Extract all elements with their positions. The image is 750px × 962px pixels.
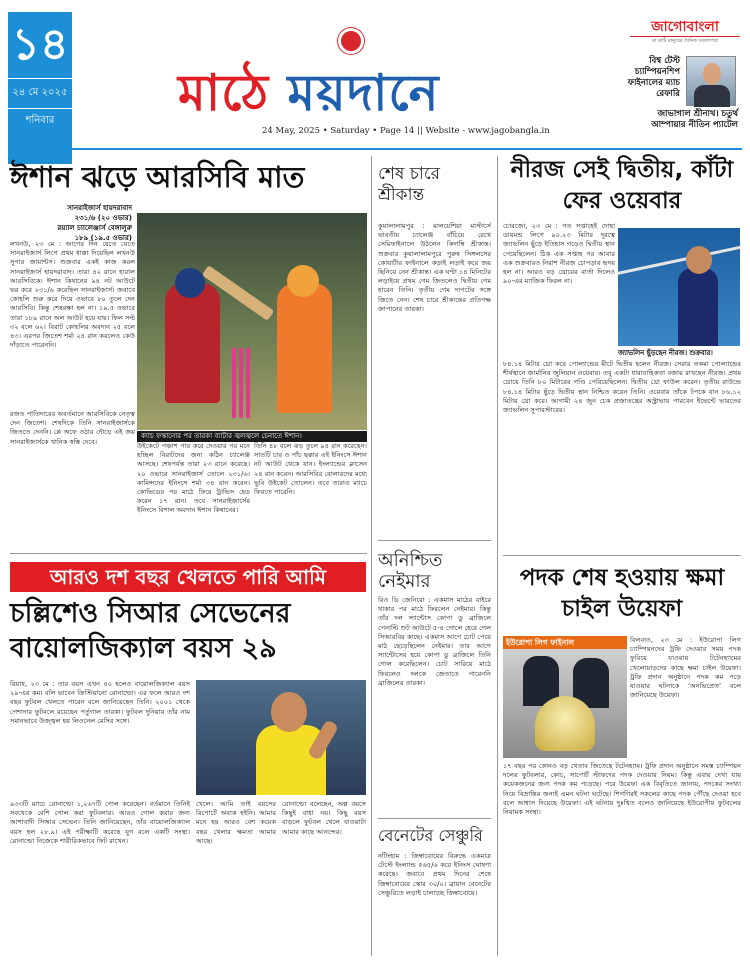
story1-body: তিনি ৪৮ বলে ঝড় তুলে ৯৪ রান করেছেন। সাতটি চার ও পাঁচ ছক্কার এই ইনিংসে ঈশান নট আউট থেকে যান। ইংল্যান্ডের ক্লাসেন ২৪ রান করেন। আরসিবির বোলারদের মধ্যে ভুবি উইকেট তোলেন। তবে তারাও ম্যাচে ফিরতে পারেনি।	[254, 442, 367, 497]
masthead	[178, 28, 578, 128]
page-number-box	[8, 12, 72, 164]
story1-caption: ক্যাচ ফস্কানোর পর তারকা ব্যাটার জ্বলজ্বলে চেনাতে ঈশান।	[137, 431, 367, 442]
stumps-icon	[232, 348, 250, 418]
story3-headline	[378, 164, 498, 206]
athlete-head	[686, 246, 712, 274]
story-divider	[10, 553, 367, 554]
story3-body: কুয়ালালামপুর : মালয়েশিয়া মাস্টার্সে ভারতীয় চ্যালেঞ্জ বাঁচিয়ে রেখে সেমিফাইনালে উঠলেন কিদাম্বি শ্রীকান্ত। শুক্রবার কুয়ালালামপুরে পুরুষ সিঙ্গলসের কোয়ার্টার ফাইনালে কড়াই লড়াই করে জয় ছিনিয়ে নেন শ্রীকান্ত। এক ঘণ্টা ১৪ মিনিটের লড়াইয়ে প্রথম গেম জিতলেও দ্বিতীয় গেম হারেন তিনি। তৃতীয় গেম দাপটের সঙ্গে জিতে নেন। শেষ চারে শ্রীকান্তের প্রতিপক্ষ জাপানের তারকা।	[378, 222, 491, 313]
story2-body: রোনাল্ডো বলেছেন, অল্প বয়সে কিছুই বাধা নয়। কিছু বয়স বাড়লে ফুটবল খেলে যাওয়াটা আমার কাছে আনন্দের।	[282, 800, 366, 836]
header-rule	[8, 148, 742, 150]
promo-photo	[686, 56, 736, 106]
column-divider	[371, 156, 372, 956]
promo-line: চ্যাম্পিয়নশিপ	[634, 67, 680, 77]
score-line: ২৩১/৬ (২০ ওভার)	[74, 214, 132, 222]
promo-line: রেফারি	[656, 89, 680, 99]
promo-bottom	[590, 109, 738, 131]
masthead-word-b: ময়দানে	[287, 64, 440, 122]
athlete-figure	[678, 268, 718, 346]
batter-figure	[277, 283, 332, 413]
story2-body: খেলে। আমি তাই বয়সের রিপোর্টে অবাক হইনি। আমার মনে হয় আরও বেশ কয়েক বছর খেলার ক্ষমতা আমার আছে।	[196, 800, 276, 845]
issue-day: শনিবার	[8, 108, 72, 129]
score-line: ১৮৯ (১৯.৫ ওভার)	[74, 234, 132, 242]
javelin-icon	[618, 242, 740, 276]
story4-headline-line: অনিশ্চিত	[378, 550, 443, 571]
player-head	[271, 692, 307, 732]
story1-body: লখনউ, ২৩ মে : আগের দিন যেতে যেতে সানরাইজার্স লিগে প্রথম ধাক্কা দিয়েছিল লখনউ সুপার জায়ান্টস। শুক্রবার একই কাজ করল সানরাইজার্স হায়দরাবাদ। তারা ৪২ রানে হারাল আরসিবিকে। ঈশান কিষানের ৯৪ নট আউটে ভর করে ২৩১/৬ করেছিল সানরাইজার্স। জবাবে কোহলি শুরু করে দিয়ে ওভারে ৮০ তুলে দেন আরসিবি। কিন্তু শেষরক্ষা হল না। ১৯.৫ ওভারে তারা ১৮৯ রানে অল আউট হয়ে যায়। ফিল সল্ট ৩২ বলে ৬২। বিরাট কোহলির অবদান ২৫ বলে ৪৩। এরপর জিতেশ শর্মা ২৪ রান করলেও কেউ দাঁড়াতে পারেননি।	[10, 240, 135, 350]
story3-headline-line: শ্রীকান্ত	[378, 185, 425, 205]
story7-photo-band: ইউরোপা লিগ ফাইনাল	[503, 636, 627, 649]
story2-photo	[196, 680, 366, 795]
story7-body: ১৭ বছর পর কোনও বড় খেতাব জিতেছে টটেনহ্যাম। ট্রফি প্রদান অনুষ্ঠানে সমস্ত চ্যাম্পিয়ন দলের ফুটবলার, কোচ, সাপোর্ট স্টাফদের পদক দেওয়ার নিয়ম। কিন্তু এবার দেখা যায় কয়েকজনের জন্য পদক কম পড়েছে। পরে উয়েফা এক বিবৃতিতে জানায়, পদকের সংখ্যা নিয়ে বিভ্রান্তির জন্যই এমন ঘটনা ঘটেছে। শিগগিরই সকলের কাছে পদক পৌঁছে দেওয়া হবে বলে আশ্বাস দিয়েছে উয়েফা। এই ঘটনায় দুঃখিত বলেও জানিয়েছে ইউরোপীয় ফুটবলের নিয়ামক সংস্থা।	[503, 762, 741, 817]
story2-headline: চল্লিশেও সিআর সেভেনের বায়োলজিক্যাল বয়স ২৯	[10, 598, 291, 664]
masthead-word-a: মাঠে	[178, 64, 270, 122]
story6-headline: নীরজ সেই দ্বিতীয়, কাঁটা ফের ওয়েবার	[510, 157, 734, 214]
story1-photo	[137, 213, 367, 430]
brand-name: জাগোবাংলা	[651, 19, 719, 35]
promo-bottom-line: আম্পায়ার নীতিন প্যাটেল	[651, 120, 738, 130]
promo-bottom-line: জাভাগাল শ্রীনাথ। চতুর্থ	[657, 109, 738, 119]
promo-text	[600, 56, 680, 100]
story2-kicker: আরও দশ বছর খেলতে পারি আমি	[10, 562, 366, 592]
score-line: সানরাইজার্স হায়দরাবাদ	[67, 204, 132, 212]
story4-headline-line: নেইমার	[378, 571, 431, 592]
dateline: 24 May, 2025 • Saturday • Page 14 || Website - www.jagobangla.in	[262, 126, 550, 136]
story6-body: ৮৪.১৪ মিটার থ্রো করে পোল্যান্ডের মীটে দ্বিতীয় হলেন নীরজ। সেরার তকমা পোল্যান্ডের শীর্ষস্থানে জার্মানির জুলিয়ান ওয়েবার। তবু একটা ধারাবাহিকতা বজায় রাখছেন নীরজ। প্রথম থ্রোয়ে তিনি ৮০ মিটারের গণ্ডি পেরিয়েছিলেন। দ্বিতীয় থ্রো ফাউল করেন। তৃতীয় রাউন্ডে ৮৪.১৪ মিটার ছুঁড়ে দ্বিতীয় স্থান নিশ্চিত করেন তিনি। ওয়েবার তাঁকে টপকে যান ৮৬.১২ মিটার থ্রো করে। আগামী ২৪ জুন চেক প্রজাতন্ত্রের অস্ট্রাভায় পারবেন ইভেন্টে ভারতের জ্যাভলিন সুপারস্টারের।	[503, 360, 741, 415]
keeper-helmet	[175, 268, 205, 298]
story7-headline: পদক শেষ হওয়ায় ক্ষমা চাইল উয়েফা	[519, 565, 725, 622]
story5-headline: বেনেটের সেঞ্চুরি	[378, 826, 483, 845]
story3-headline-line: শেষ চারে	[378, 164, 441, 184]
issue-date: ২৪ মে ২০২৫	[12, 87, 68, 98]
story2-body: ৯৩৩টি ম্যাচে রোনাল্ডো ১,২৬৭টি গোল করেছেন। বর্তমানে তিনিই সবথেকে বেশি গোল করা ফুটবলার। আরও গোল করার জন্য আশাবাদী সিআর সেভেন। তিনি জানিয়েছেন, তাঁর বায়োলজিক্যাল বয়স হল ২৮.৯। এই পরীক্ষাটি করেছে যুগ বলে একটি সংস্থা। রোনাল্ডো নিজেকে শারীরিকভাবে ফিট রাখেন।	[10, 800, 190, 845]
story6-caption: জ্যাভলিন ছুঁড়ছেন নীরজ। শুক্রবার।	[618, 349, 713, 357]
person-suit-icon	[694, 85, 730, 107]
story1-scorecard	[12, 203, 132, 243]
person-face-icon	[703, 63, 721, 85]
story1-body: উইকেটে পঞ্চাশ পার করে দেওয়ার পর মনে হচ্ছিল বিরাটদের জন্য কঠিন চ্যালেঞ্জ আসছে। শেষপর্যন্ত তারা ২৩ রানে করেছে। ২০ ওভারে সানরাইজার্স তোলে ২৩১/৬। কামিন্সদের ইনিংসে শর্মা ৩৪ রান করেন। কোভিডের পর মাঠে ফিরে ট্রাভিস হেড করেন ১৭ রান। তবে সানরাইজার্সের ইনিংসে বিশাল অবদান ঈশান কিষানের।	[137, 442, 250, 515]
story6-photo	[618, 228, 740, 346]
promo-line: বিশ্ব টেস্ট	[649, 56, 680, 66]
page-number: ১৪	[8, 12, 72, 79]
story1-headline: ঈশান ঝড়ে আরসিবি মাত	[10, 160, 305, 194]
story2-body: রিয়াধ, ২৩ মে : তার বয়স এখন ৪০ হলেও বায়োলজিক্যাল বয়স ২৯-এর কম। বলি ভাবেন ক্রিস্টিয়ানো রোনাল্ডো। এর ফলে আরও দশ বছর ফুটবল খেলতে পারেন বলে জানিয়েছেন তিনি। ২০০১ থেকে পেশাদার ফুটবলে রয়েছেন পর্তুগাল তারকা। ফুটবল দুনিয়ায় তাঁর নাম সমানভাবে উজ্জ্বল হয় লিওনেল মেসির সঙ্গে।	[10, 680, 190, 725]
story5-body: নটিংহাম : জিম্বাবোয়ের বিরুদ্ধে একমাত্র টেস্টে ইংল্যান্ড ৫৬৫/৬ করে ইনিংস ঘোষণা করেছে। জবাবে প্রথম দিনের শেষে জিম্বাবোয়ের স্কোর ৩০/০। ব্রায়ান বেনেটের সেঞ্চুরিতে লড়াই চালাচ্ছে জিম্বাবোয়ে।	[378, 852, 491, 897]
story-divider	[378, 540, 491, 541]
story-divider	[378, 818, 491, 819]
brand-logo	[630, 18, 740, 45]
story-divider	[503, 555, 741, 556]
story6-body: চোরজো, ২৩ মে : গত সপ্তাহেই দোহা ডায়মন্ড লিগে ৯০.২৩ মিটার দূরত্বে জ্যাভলিন ছুঁড়ে ইতিহাস গড়েও দ্বিতীয় স্থান পেয়েছিলেন। ঠিক এক সপ্তাহ পর আবার এক শুক্রবারও নিরাশ নীরজ চোপড়ার হৃদয় হল না। আরও বড় থ্রোয়ের বার্তা দিলেও ৯০-এর ম্যাজিক ফিরল না।	[503, 222, 615, 286]
story1-body: রজত পাতিদারের অবর্তমানে আরসিবিকে নেতৃত্ব দেন জিতেশ। শেষদিকে তিনি সানরাইজার্সকে জিততে দেননি। প্লে অফে ওঠার দৌড়ে এই জয় সানরাইজার্সকে খানিক স্বস্তি দেবে।	[10, 410, 135, 446]
batter-helmet	[287, 265, 319, 297]
trophy-icon	[535, 696, 595, 751]
player-jersey	[256, 725, 326, 795]
brand-tagline: মা মাটি মানুষের দৈনিক সংবাদপত্র	[630, 36, 740, 45]
score-line: রয়্যাল চ্যালেঞ্জার্স বেঙ্গালুরু	[57, 224, 132, 232]
keeper-figure	[165, 283, 220, 403]
story4-headline	[378, 550, 498, 592]
story7-photo	[503, 636, 627, 758]
promo-line: ফাইনালের ম্যাচ	[627, 78, 680, 88]
football-icon	[338, 28, 364, 54]
story7-body: বিলবাও, ২৩ মে : ইউরোপা লিগ চ্যাম্পিয়নদের ট্রফি দেওয়ার সময় পদক ফুরিয়ে যাওয়ায় টটেনহ্যামের খেলোয়াড়দের কাছে ক্ষমা চাইল উয়েফা। ট্রফি প্রদান অনুষ্ঠানে পদক কম পড়ে যাওয়ার ঘটনাকে ‘অনভিপ্রেত’ বলে জানিয়েছে উয়েফা।	[630, 636, 741, 700]
story4-body: রিও ডি জেনিরো : একমাস মাঠের বাইরে থাকার পর মাঠে ফিরলেন নেইমার। কিন্তু তাঁর দল স্যান্টোস কোপা ডু ব্রাজিলে পেনাল্টি শুট আউটে ৫-৪ গোলে হেরে গেল সিআরবির কাছে। একমাস আগে চোট পেয়ে মাঠ ছেড়েছিলেন নেইমার। তার আগে স্যান্টোসের হয়ে কোপা ডু ব্রাজিলে তিনি গোল করেছিলেন। চোট সারিয়ে মাঠে ফিরলেও দলকে জেতাতে পারেননি ব্রাজিলের তারকা।	[378, 596, 492, 687]
